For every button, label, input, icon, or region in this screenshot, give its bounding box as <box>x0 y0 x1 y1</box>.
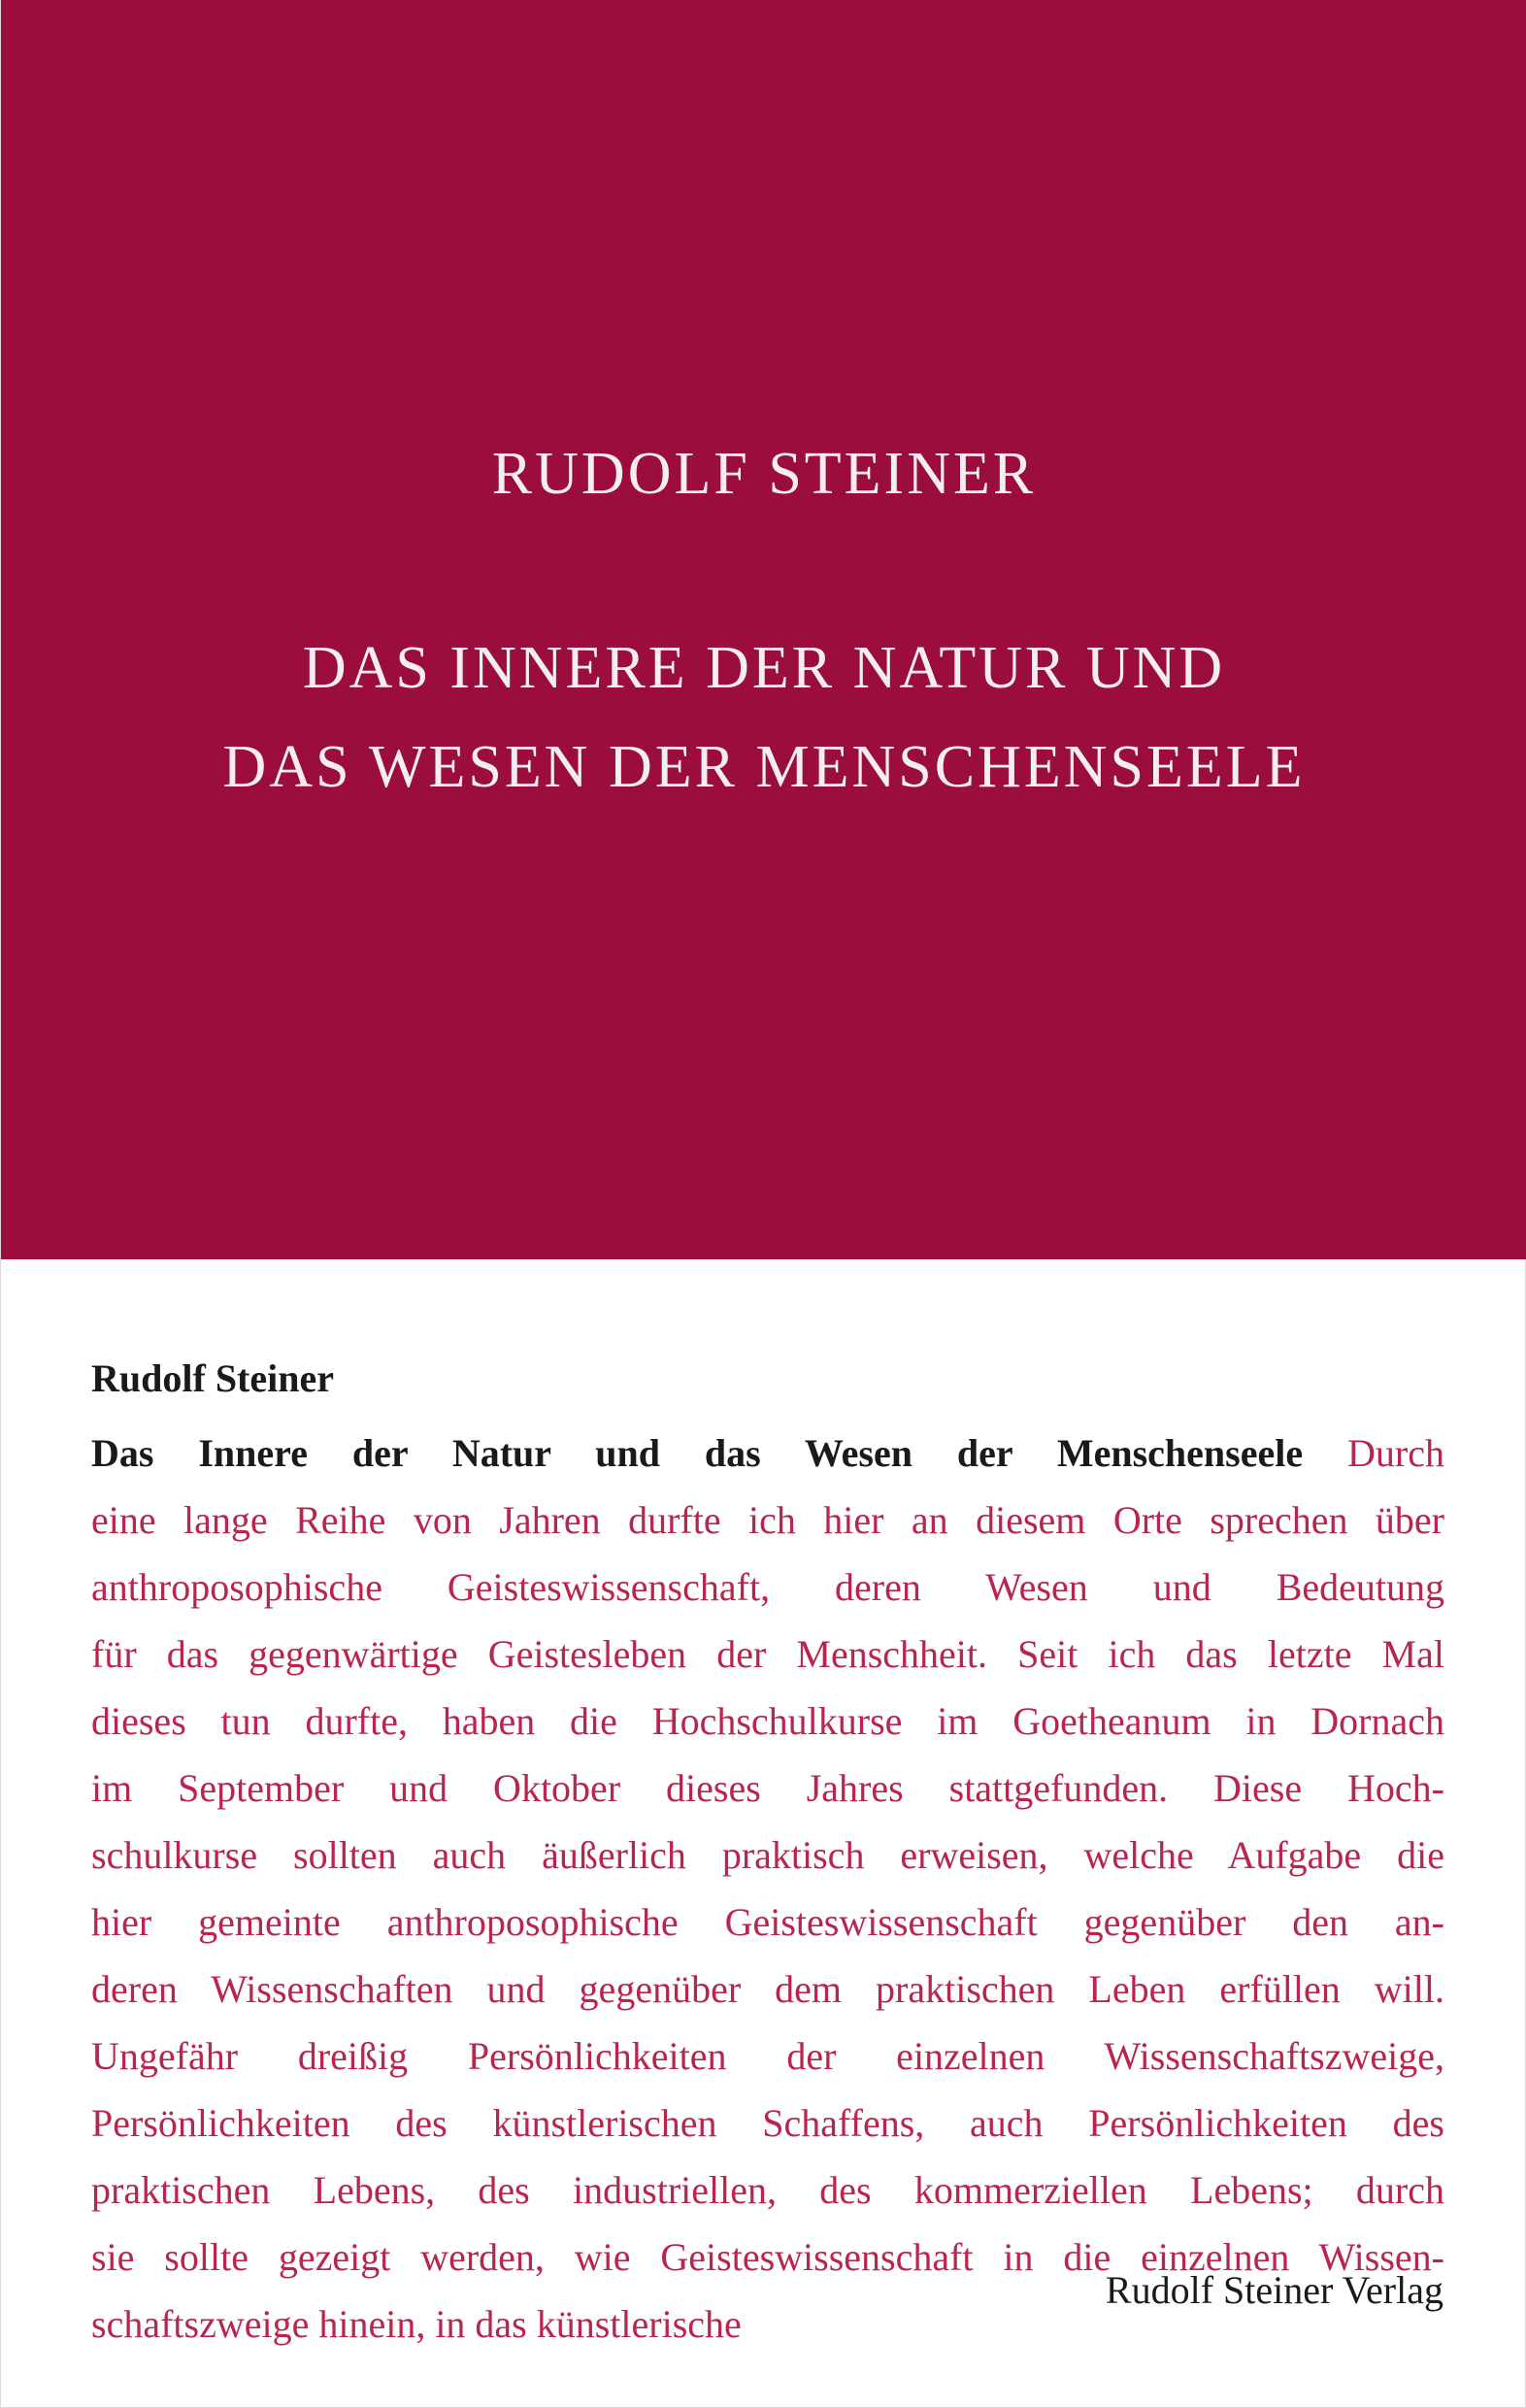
cover-title-line-2: DAS WESEN DER MENSCHENSEELE <box>222 734 1306 800</box>
blurb-line: Ungefähr dreißig Persönlichkeiten der einzelnen Wissenschaftszweige, <box>91 2034 1444 2078</box>
blurb-line: anthroposophische Geisteswissenschaft, deren Wesen und Bedeutung <box>91 1565 1444 1609</box>
blurb-line <box>91 1420 1444 1487</box>
blurb-line: dieses tun durfte, haben die Hochschulkurse im Goetheanum in Dornach <box>91 1699 1444 1743</box>
publisher-name: Rudolf Steiner Verlag <box>1105 2268 1443 2312</box>
blurb-start: Durch <box>1347 1431 1444 1475</box>
cover-title <box>1 619 1526 817</box>
blurb-line: für das gegenwärtige Geistesleben der Menschheit. Seit ich das letzte Mal <box>91 1632 1444 1676</box>
book-title-inline: Das Innere der Natur und das Wesen der Menschenseele <box>91 1431 1304 1475</box>
blurb-line-last: schaftszweige hinein, in das künstlerische <box>91 2302 742 2346</box>
blurb-line: praktischen Lebens, des industriellen, des kommerziellen Lebens; durch <box>91 2168 1444 2212</box>
cover-color-panel <box>1 0 1526 1259</box>
blurb-line: sie sollte gezeigt werden, wie Geisteswissenschaft in die einzelnen Wissen- <box>91 2235 1444 2279</box>
cover-author: RUDOLF STEINER <box>491 441 1037 507</box>
blurb-line: im September und Oktober dieses Jahres stattgefunden. Diese Hoch- <box>91 1766 1444 1810</box>
blurb-line: eine lange Reihe von Jahren durfte ich hier an diesem Orte sprechen über <box>91 1498 1444 1542</box>
cover-title-line-1: DAS INNERE DER NATUR UND <box>302 635 1226 701</box>
blurb-line: Persönlichkeiten des künstlerischen Schaffens, auch Persönlichkeiten des <box>91 2101 1444 2145</box>
blurb-line: schulkurse sollten auch äußerlich praktisch erweisen, welche Aufgabe die <box>91 1833 1444 1877</box>
back-author: Rudolf Steiner <box>91 1356 334 1400</box>
blurb-text <box>91 1420 1444 2358</box>
blurb-line: deren Wissenschaften und gegenüber dem praktischen Leben erfüllen will. <box>91 1967 1444 2011</box>
blurb-line: hier gemeinte anthroposophische Geisteswissenschaft gegenüber den an- <box>91 1900 1444 1944</box>
